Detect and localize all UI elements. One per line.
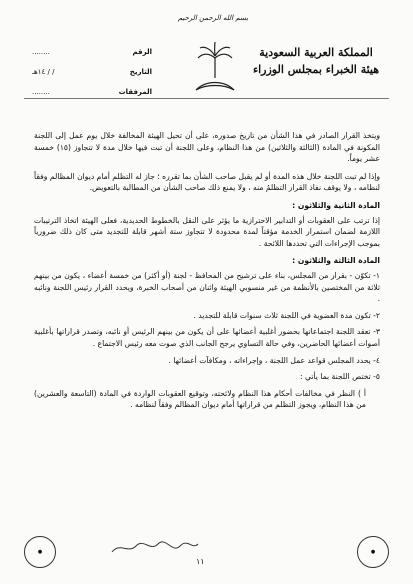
header-meta xyxy=(32,42,152,102)
header-divider xyxy=(24,98,389,99)
attach-value: ........ xyxy=(32,88,50,96)
date-row xyxy=(32,62,152,82)
article-32-text: إذا ترتب على العقوبات أو التدابير الاحترازية ما يؤثر على النقل بالخطوط الحديدية، فعلى الهيئة اتخاذ الترتيبات اللازمة لضمان استمرار الخدمة مؤقتاً لمدة محدودة لا تتجاوز ستة أشهر قابلة للتجديد متى كان ذلك ضرورياً بموجب الإجراءات التي تحددها اللائحة . xyxy=(34,215,380,248)
header-title xyxy=(251,46,381,76)
ref-label: الرقم xyxy=(132,48,152,56)
ref-value: ........ xyxy=(32,48,50,56)
country-name: المملكة العربية السعودية xyxy=(259,46,373,59)
attach-row xyxy=(32,82,152,102)
paragraph: وإذا لم تبت اللجنة خلال هذه المدة أو لم يقبل صاحب الشأن بما تقرره ؛ جاز له التظلم أمام ديوان المظالم وفقاً لنظامه ، ولا يوقف نفاذ القرار التظلمُ منه ، ولا يمنع ذلك صاحب الشأن من المطالبة بالتعويض. xyxy=(34,171,380,193)
attach-label: المرفقات xyxy=(118,88,152,96)
saudi-emblem-icon xyxy=(190,40,240,96)
document-body xyxy=(34,130,380,411)
ref-row xyxy=(32,42,152,62)
article-33-item: ٣- تعقد اللجنة اجتماعاتها بحضور أغلبية أعضائها على أن يكون من بينهم الرئيس أو نائبه، وتصدر قراراتها بأغلبية أصوات أعضائها الحاضرين، وفي حالة التساوي يرجح الجانب الذي صوت معه رئيس الاجتماع . xyxy=(34,327,380,348)
article-33-item: ٥- تختص اللجنة بما يأتي : xyxy=(300,372,380,382)
article-33-item: ٤- يحدد المجلس قواعد عمل اللجنة ، وإجراءاته ، ومكافآت أعضائها . xyxy=(168,355,380,365)
basmala: بسم الله الرحمن الرحيم xyxy=(177,14,249,22)
stamp-seal-right: ● xyxy=(357,536,389,568)
article-33-item: ٢- تكون مدة العضوية في اللجنة ثلاث سنوات قابلة للتجديد . xyxy=(193,310,380,320)
signature xyxy=(110,540,200,556)
date-label: التاريخ xyxy=(129,68,152,76)
article-33-heading: المادة الثالثة والثلاثون : xyxy=(292,256,380,266)
authority-name: هيئة الخبراء بمجلس الوزراء xyxy=(252,63,380,76)
paragraph: ويتخذ القرار الصادر في هذا الشأن من تاريخ صدوره، على أن تحيل الهيئة المخالفة خلال يوم عمل إلى اللجنة المكونة في المادة (الثالثة والثلاثين) من هذا النظام، وعلى اللجنة أن تبت فيها خلال مدة لا تتجاوز (١٥) خمسة عشر يوماً. xyxy=(34,131,380,164)
page-number: ١١ xyxy=(196,557,205,566)
article-32-heading: المادة الثانية والثلاثون : xyxy=(292,200,380,210)
date-value: / / ١٤هـ xyxy=(32,68,55,76)
stamp-seal-left: ● xyxy=(24,536,56,568)
article-33-item: ١- تكوّن - بقرار من المجلس، بناء على ترشيح من المحافظ - لجنة (أو أكثر) من خمسة أعضاء ، يكون من بينهم ثلاثة من المختصين بالأنظمة من غير منسوبي الهيئة واثنان من أصحاب الخبرة، ويحدد القرار رئيس اللجنة ونائبه . xyxy=(34,270,380,304)
article-33-sub-item: أ ) النظر في مخالفات أحكام هذا النظام ولائحته، وتوقيع العقوبات الواردة في المادة (التاسعة والعشرين) من هذا النظام، ويجوز التظلم من قراراتها أمام ديوان المظالم وفقاً لنظامه . xyxy=(34,388,366,410)
